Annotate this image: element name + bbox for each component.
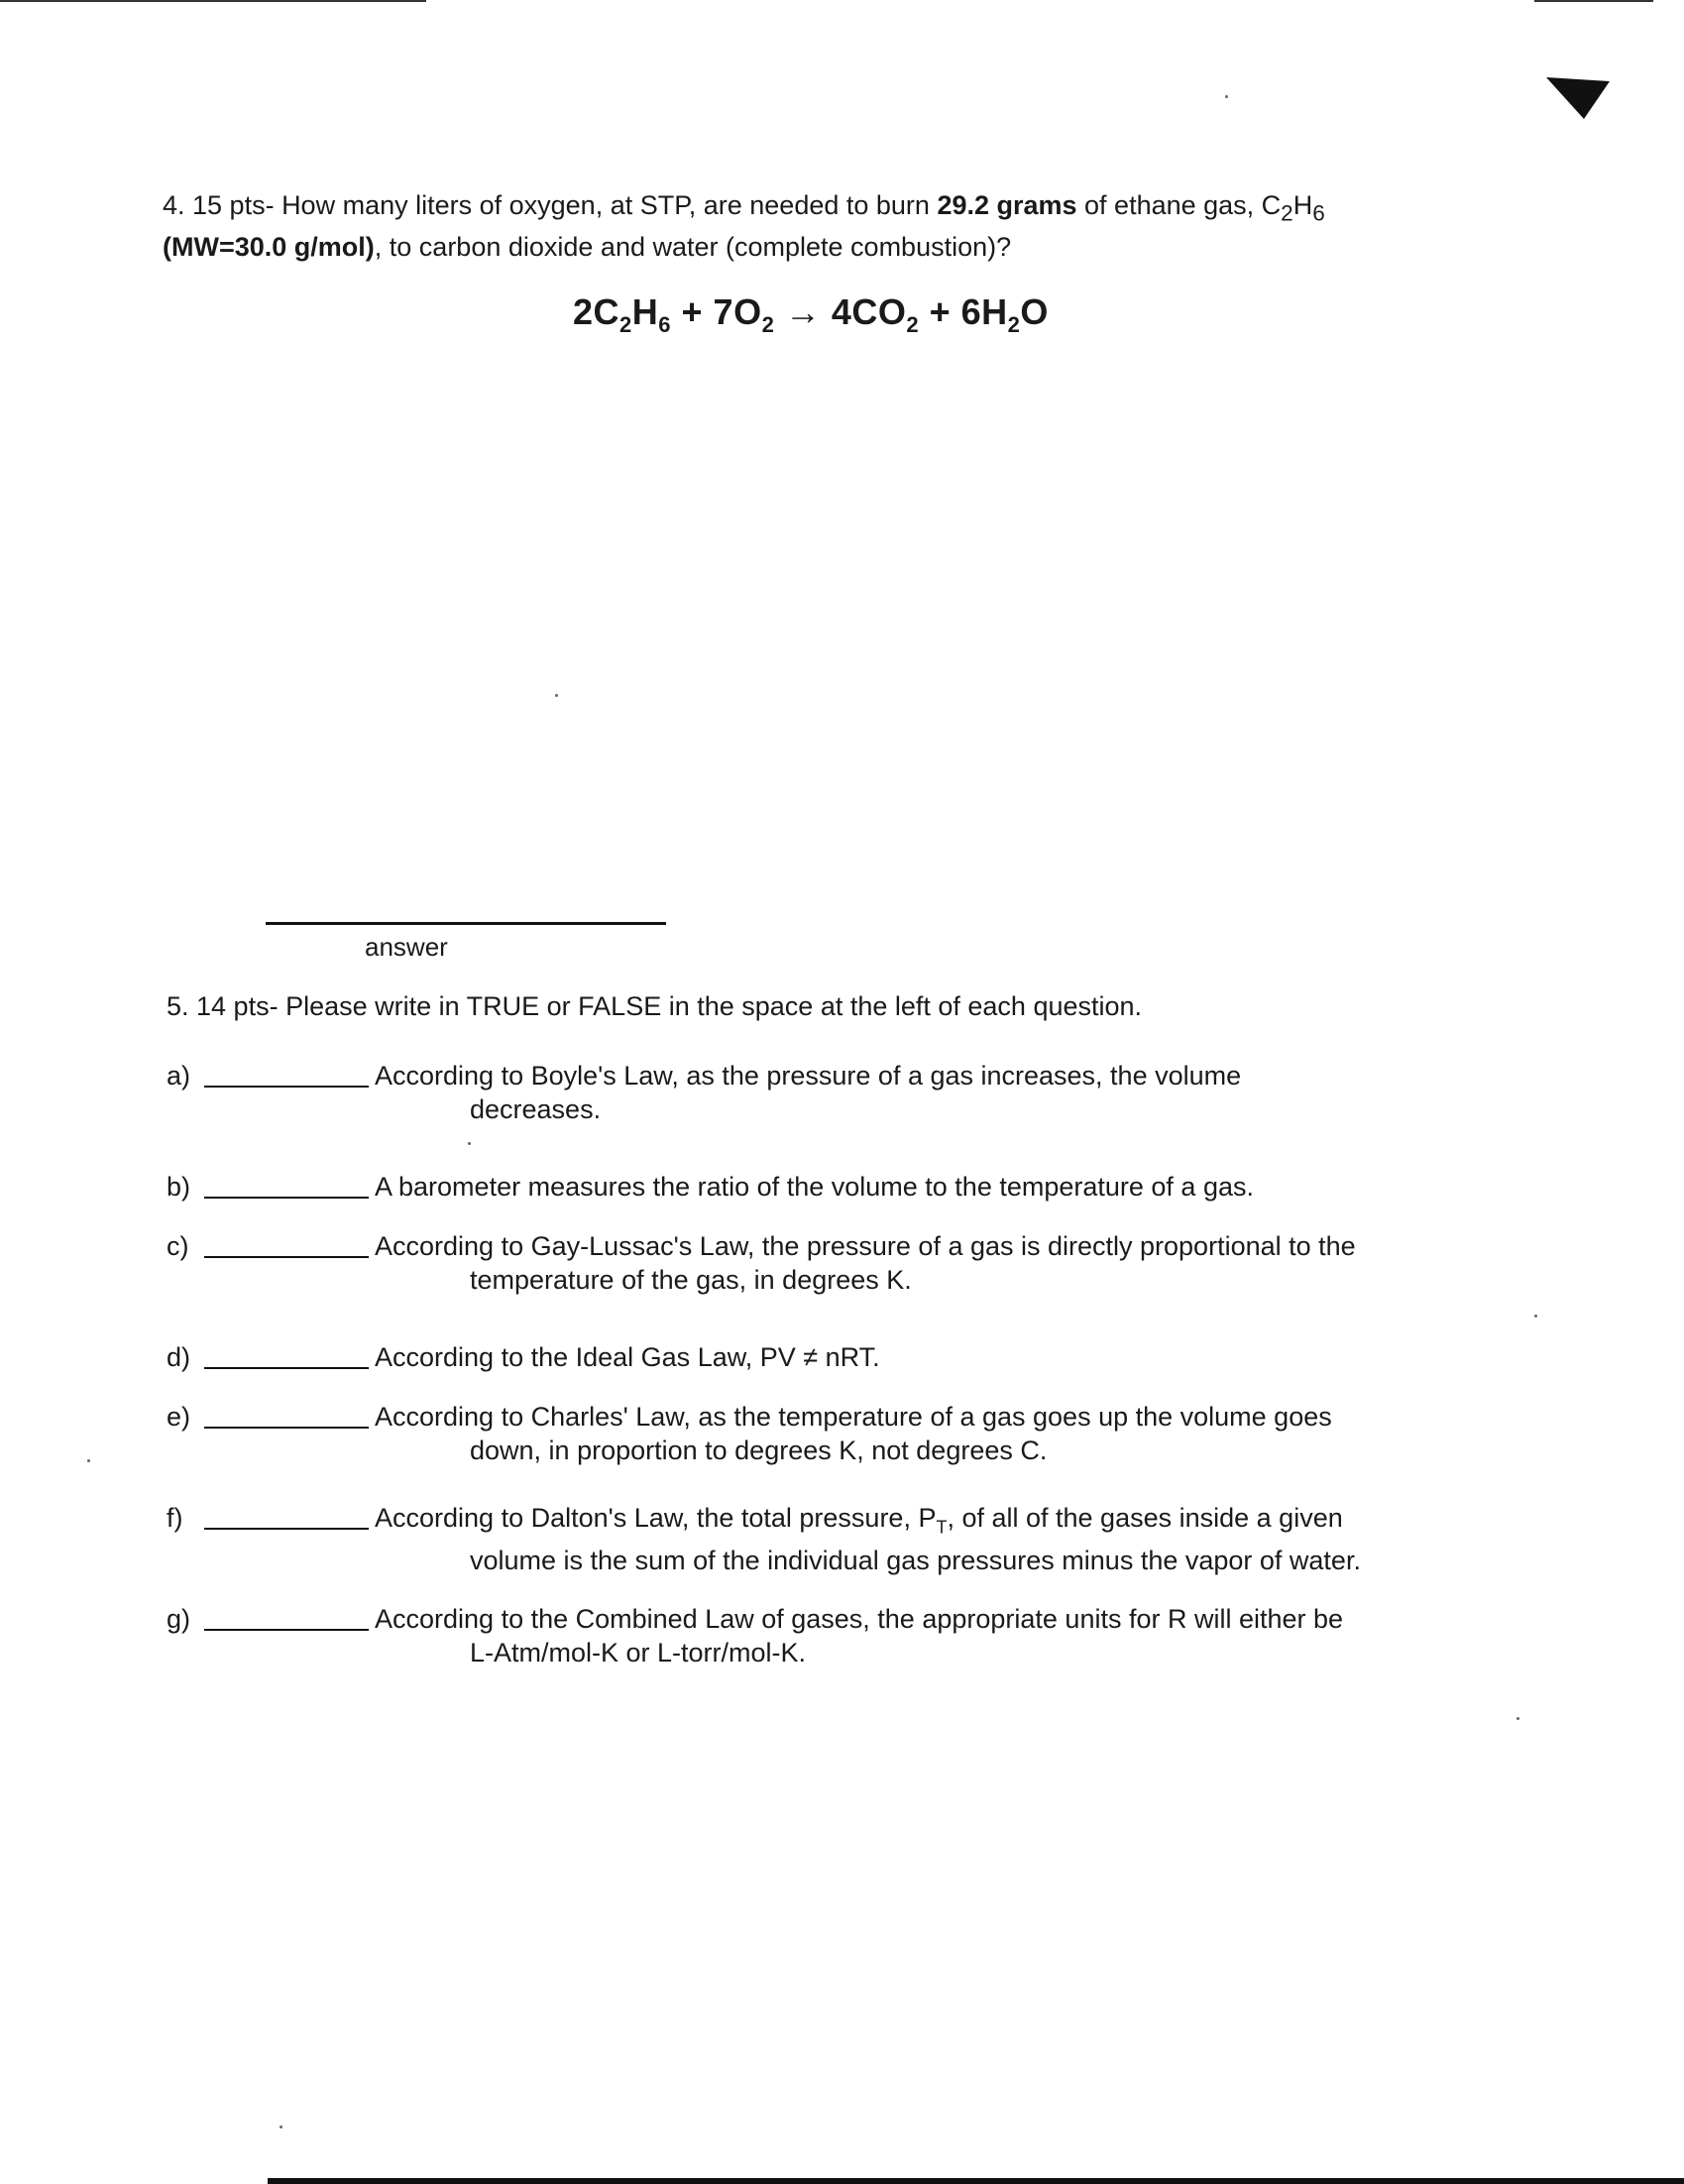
chemical-equation: $2C_2H_6 + 7O_2 \to 4CO_2 + 6H_2O$ xyxy=(573,291,1049,338)
scan-speck xyxy=(555,694,558,697)
item-statement: According to Gay-Lussac's Law, the pressure of a gas is directly proportional to the temperature of the gas, in degrees K. xyxy=(375,1231,1356,1295)
answer-label: answer xyxy=(365,932,448,962)
item-statement: According to the Combined Law of gases, the appropriate units for R will either be L-Atm/mol-K or L-torr/mol-K. xyxy=(375,1604,1344,1667)
true-false-blank[interactable] xyxy=(204,1086,369,1088)
item-statement: A barometer measures the ratio of the volume to the temperature of a gas. xyxy=(375,1172,1254,1202)
scan-edge-bottom xyxy=(268,2178,1684,2184)
item-letter: e) xyxy=(167,1402,191,1432)
true-false-blank[interactable] xyxy=(204,1528,369,1530)
item-statement: According to Boyle's Law, as the pressure of a gas increases, the volume decreases. xyxy=(375,1061,1242,1124)
corner-triangle-mark xyxy=(1546,75,1610,119)
question-4-line-2: (MW=30.0 g/mol), to carbon dioxide and water (complete combustion)? xyxy=(163,232,1012,263)
scan-speck xyxy=(280,2126,282,2128)
question-4-line-1: 4. 15 pts- How many liters of oxygen, at STP, are needed to burn 29.2 grams of ethane gas, $C_2H_6$ xyxy=(163,190,1325,226)
scan-speck xyxy=(1534,1315,1537,1318)
scan-speck xyxy=(468,1142,471,1145)
true-false-blank[interactable] xyxy=(204,1256,369,1258)
item-letter: f) xyxy=(167,1503,183,1533)
item-letter: c) xyxy=(167,1231,189,1261)
true-false-blank[interactable] xyxy=(204,1197,369,1199)
scan-edge-top-left xyxy=(0,0,426,2)
given-mass: 29.2 grams xyxy=(937,190,1077,220)
question-5-prompt: 5. 14 pts- Please write in TRUE or FALSE in the space at the left of each question. xyxy=(167,991,1143,1021)
item-letter: g) xyxy=(167,1604,191,1634)
scan-speck xyxy=(1225,95,1228,98)
answer-blank[interactable] xyxy=(266,922,666,925)
question-4 xyxy=(163,188,1511,264)
true-false-blank[interactable] xyxy=(204,1427,369,1429)
item-letter: a) xyxy=(167,1061,191,1091)
true-false-blank[interactable] xyxy=(204,1367,369,1369)
scan-edge-top-right xyxy=(1534,0,1653,2)
scan-speck xyxy=(1516,1717,1519,1720)
item-letter: b) xyxy=(167,1172,191,1202)
item-statement: According to Charles' Law, as the temperature of a gas goes up the volume goes down, in proportion to degrees K, not degrees C. xyxy=(375,1402,1332,1465)
molecular-weight: (MW=30.0 g/mol) xyxy=(163,232,375,263)
item-statement: According to the Ideal Gas Law, PV ≠ nRT. xyxy=(375,1342,880,1372)
item-letter: d) xyxy=(167,1342,191,1372)
true-false-blank[interactable] xyxy=(204,1629,369,1631)
scan-speck xyxy=(87,1459,90,1462)
item-statement: According to Dalton's Law, the total pressure, $P_T$, of all of the gases inside a given volume is the sum of the individual gas pressures minus the vapor of water. xyxy=(375,1503,1361,1576)
